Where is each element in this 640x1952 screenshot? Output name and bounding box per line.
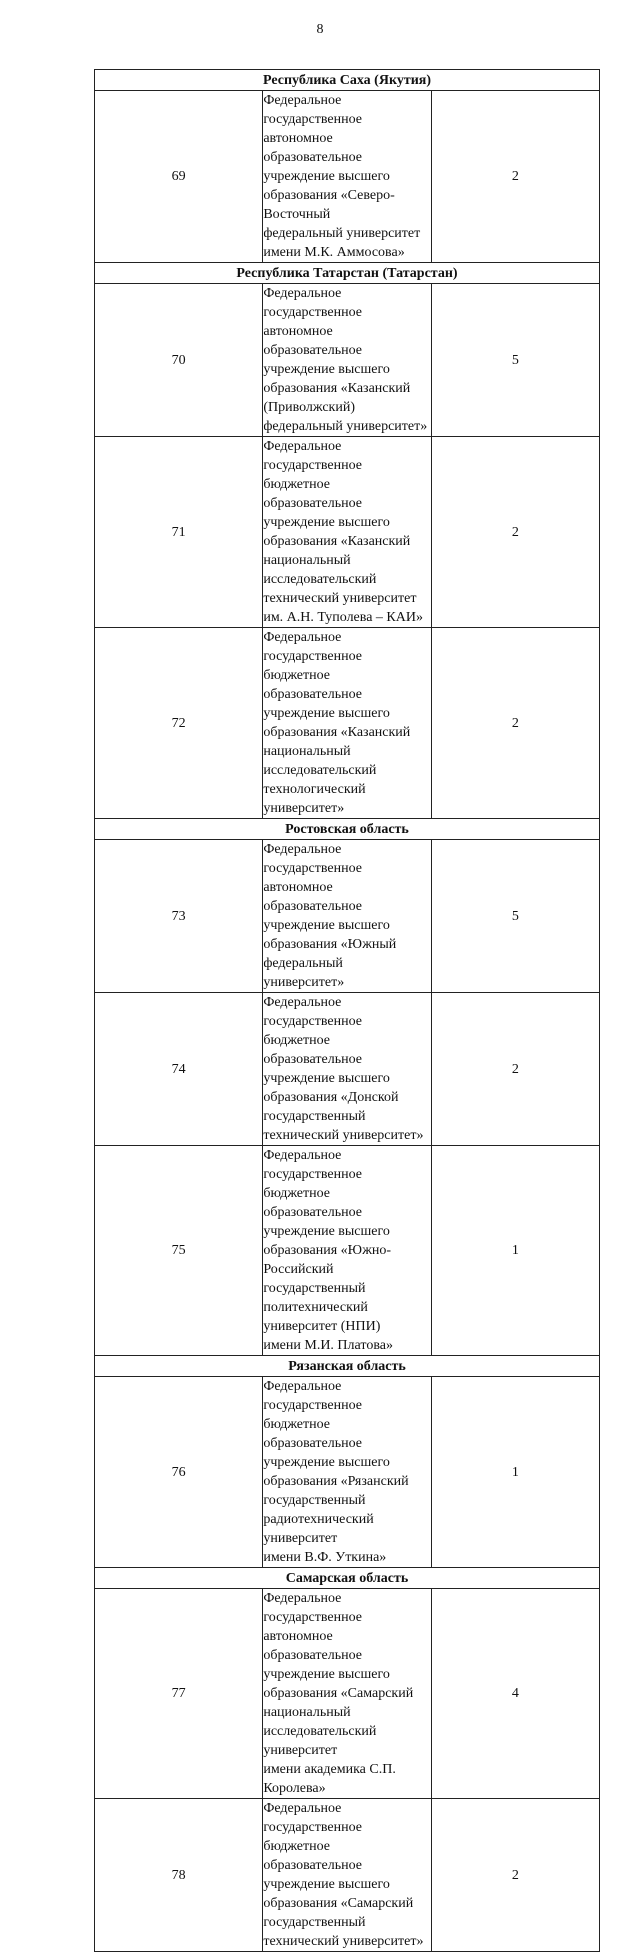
- institution-name-line: государственный технический университет»: [263, 1915, 424, 1949]
- institution-name-line: учреждение высшего образования «Казанский: [263, 362, 411, 396]
- table-row: [95, 1146, 600, 1356]
- table-row: [95, 91, 600, 263]
- institution-name-line: учреждение высшего образования «Северо-Восточный: [263, 169, 395, 222]
- row-number: 71: [95, 437, 263, 628]
- region-title: Республика Саха (Якутия): [95, 70, 600, 91]
- region-title: Ростовская область: [95, 819, 600, 840]
- region-title: Республика Татарстан (Татарстан): [95, 263, 600, 284]
- institution-name-line: Федеральное государственное бюджетное образовательное: [263, 995, 362, 1067]
- table-row: [95, 628, 600, 819]
- region-header-row: [95, 70, 600, 91]
- row-number: 69: [95, 91, 263, 263]
- quantity: 2: [431, 437, 599, 628]
- institution-name-line: учреждение высшего образования «Самарский: [263, 1667, 414, 1701]
- institution-name-line: Федеральное государственное бюджетное образовательное: [263, 1379, 362, 1451]
- table-body: [95, 70, 600, 1952]
- table-row: [95, 993, 600, 1146]
- quantity: 2: [431, 628, 599, 819]
- institution-name-line: учреждение высшего образования «Самарский: [263, 1877, 414, 1911]
- institution-name-line: государственный технический университет»: [263, 1109, 424, 1143]
- quantity: 4: [431, 1589, 599, 1799]
- region-header-row: [95, 1568, 600, 1589]
- institution-name: [263, 437, 431, 628]
- region-title: Самарская область: [95, 1568, 600, 1589]
- universities-table: [94, 69, 600, 1952]
- institution-name-line: Федеральное государственное автономное образовательное: [263, 286, 362, 358]
- row-number: 74: [95, 993, 263, 1146]
- quantity: 2: [431, 1799, 599, 1952]
- table-row: [95, 437, 600, 628]
- institution-name-line: Федеральное государственное автономное образовательное: [263, 1591, 362, 1663]
- quantity: 2: [431, 91, 599, 263]
- row-number: 70: [95, 284, 263, 437]
- region-header-row: [95, 819, 600, 840]
- institution-name-line: Федеральное государственное бюджетное образовательное: [263, 630, 362, 702]
- table-row: [95, 1799, 600, 1952]
- institution-name: [263, 993, 431, 1146]
- institution-name: [263, 1799, 431, 1952]
- institution-name-line: учреждение высшего образования «Казанский: [263, 515, 411, 549]
- institution-name-line: имени академика С.П. Королева»: [263, 1762, 396, 1796]
- table-row: [95, 1589, 600, 1799]
- region-title: Рязанская область: [95, 1356, 600, 1377]
- institution-name-line: университет»: [263, 975, 345, 990]
- institution-name-line: Федеральное государственное бюджетное образовательное: [263, 1148, 362, 1220]
- quantity: 1: [431, 1146, 599, 1356]
- institution-name: [263, 284, 431, 437]
- institution-name-line: имени В.Ф. Уткина»: [263, 1550, 387, 1565]
- institution-name-line: учреждение высшего образования «Рязанский: [263, 1455, 409, 1489]
- institution-name: [263, 840, 431, 993]
- institution-name-line: национальный исследовательский университет: [263, 1705, 377, 1758]
- quantity: 2: [431, 993, 599, 1146]
- institution-name: [263, 1589, 431, 1799]
- institution-name: [263, 1146, 431, 1356]
- institution-name: [263, 1377, 431, 1568]
- region-header-row: [95, 1356, 600, 1377]
- institution-name: [263, 628, 431, 819]
- institution-name-line: учреждение высшего образования «Южно-Российский: [263, 1224, 392, 1277]
- institution-name-line: государственный радиотехнический университет: [263, 1493, 374, 1546]
- institution-name-line: национальный исследовательский технический университет: [263, 553, 417, 606]
- page-number: 8: [316, 22, 324, 37]
- table-row: [95, 1377, 600, 1568]
- institution-name-line: учреждение высшего образования «Казанский: [263, 706, 411, 740]
- institution-name-line: Федеральное государственное бюджетное образовательное: [263, 1801, 362, 1873]
- row-number: 73: [95, 840, 263, 993]
- row-number: 72: [95, 628, 263, 819]
- row-number: 78: [95, 1799, 263, 1952]
- institution-name-line: национальный исследовательский технологический: [263, 744, 377, 797]
- institution-name-line: государственный политехнический университет (НПИ): [263, 1281, 381, 1334]
- institution-name: [263, 91, 431, 263]
- institution-name-line: учреждение высшего образования «Южный федеральный: [263, 918, 397, 971]
- institution-name-line: университет»: [263, 801, 345, 816]
- quantity: 5: [431, 840, 599, 993]
- institution-name-line: (Приволжский) федеральный университет»: [263, 400, 428, 434]
- institution-name-line: им. А.Н. Туполева – КАИ»: [263, 610, 423, 625]
- row-number: 77: [95, 1589, 263, 1799]
- row-number: 75: [95, 1146, 263, 1356]
- row-number: 76: [95, 1377, 263, 1568]
- region-header-row: [95, 263, 600, 284]
- table-row: [95, 284, 600, 437]
- table-row: [95, 840, 600, 993]
- institution-name-line: Федеральное государственное автономное образовательное: [263, 93, 362, 165]
- institution-name-line: Федеральное государственное автономное образовательное: [263, 842, 362, 914]
- institution-name-line: Федеральное государственное бюджетное образовательное: [263, 439, 362, 511]
- quantity: 5: [431, 284, 599, 437]
- quantity: 1: [431, 1377, 599, 1568]
- institution-name-line: имени М.И. Платова»: [263, 1338, 393, 1353]
- institution-name-line: учреждение высшего образования «Донской: [263, 1071, 399, 1105]
- institution-name-line: федеральный университет имени М.К. Аммосова»: [263, 226, 421, 260]
